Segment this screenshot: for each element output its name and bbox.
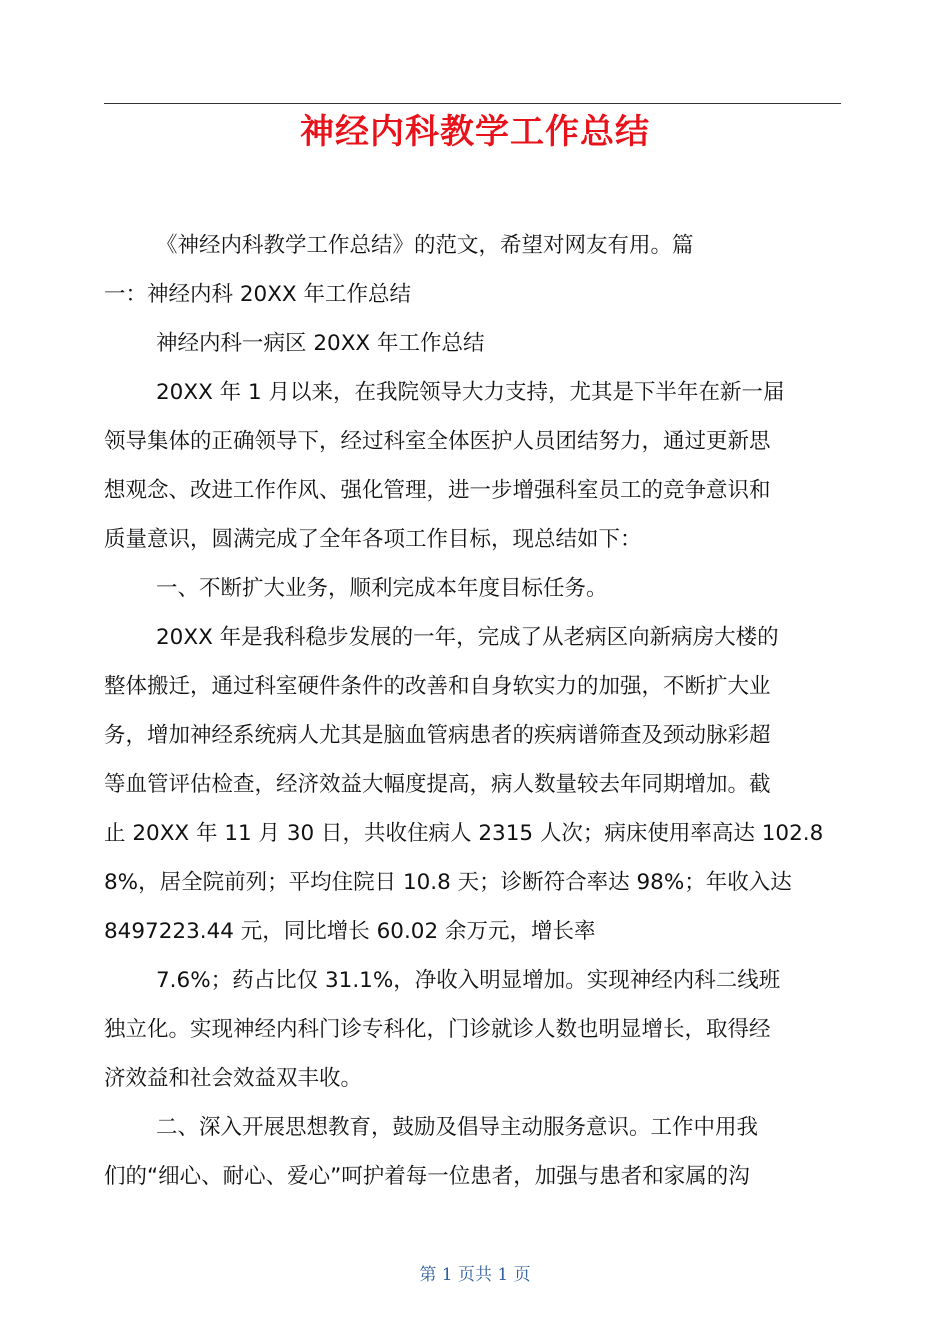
paragraph-line: 《神经内科教学工作总结》的范文，希望对网友有用。篇 bbox=[156, 233, 694, 258]
paragraph-line: 20XX 年 1 月以来，在我院领导大力支持，尤其是下半年在新一届 bbox=[156, 380, 785, 405]
paragraph-line: 独立化。实现神经内科门诊专科化，门诊就诊人数也明显增长，取得经 bbox=[104, 1017, 771, 1042]
document-title: 神经内科教学工作总结 bbox=[300, 112, 650, 152]
paragraph-line: 济效益和社会效益双丰收。 bbox=[104, 1066, 363, 1091]
paragraph-line: 神经内科一病区 20XX 年工作总结 bbox=[156, 331, 485, 356]
paragraph-line: 质量意识，圆满完成了全年各项工作目标，现总结如下： bbox=[104, 527, 642, 552]
paragraph-line: 7.6%；药占比仅 31.1%，净收入明显增加。实现神经内科二线班 bbox=[156, 968, 781, 993]
paragraph-line: 等血管评估检查，经济效益大幅度提高，病人数量较去年同期增加。截 bbox=[104, 772, 771, 797]
paragraph-line: 二、深入开展思想教育，鼓励及倡导主动服务意识。工作中用我 bbox=[156, 1115, 759, 1140]
paragraph-line: 一、不断扩大业务，顺利完成本年度目标任务。 bbox=[156, 576, 608, 601]
page-number: 第 1 页共 1 页 bbox=[419, 1265, 531, 1285]
document-body bbox=[104, 221, 841, 1201]
header-rule bbox=[104, 103, 841, 104]
paragraph-line: 务，增加神经系统病人尤其是脑血管病患者的疾病谱筛查及颈动脉彩超 bbox=[104, 723, 771, 748]
paragraph-line: 止 20XX 年 11 月 30 日，共收住病人 2315 人次；病床使用率高达 102.8 bbox=[104, 821, 824, 846]
paragraph-line: 20XX 年是我科稳步发展的一年，完成了从老病区向新病房大楼的 bbox=[156, 625, 779, 650]
paragraph-line: 8497223.44 元，同比增长 60.02 余万元，增长率 bbox=[104, 919, 596, 944]
paragraph-line: 领导集体的正确领导下，经过科室全体医护人员团结努力，通过更新思 bbox=[104, 429, 771, 454]
paragraph-line: 一：神经内科 20XX 年工作总结 bbox=[104, 282, 411, 307]
paragraph-line: 们的“细心、耐心、爱心”呵护着每一位患者，加强与患者和家属的沟 bbox=[104, 1164, 750, 1189]
paragraph-line: 8%，居全院前列；平均住院日 10.8 天；诊断符合率达 98%；年收入达 bbox=[104, 870, 792, 895]
paragraph-line: 想观念、改进工作作风、强化管理，进一步增强科室员工的竞争意识和 bbox=[104, 478, 771, 503]
paragraph-line: 整体搬迁，通过科室硬件条件的改善和自身软实力的加强，不断扩大业 bbox=[104, 674, 771, 699]
